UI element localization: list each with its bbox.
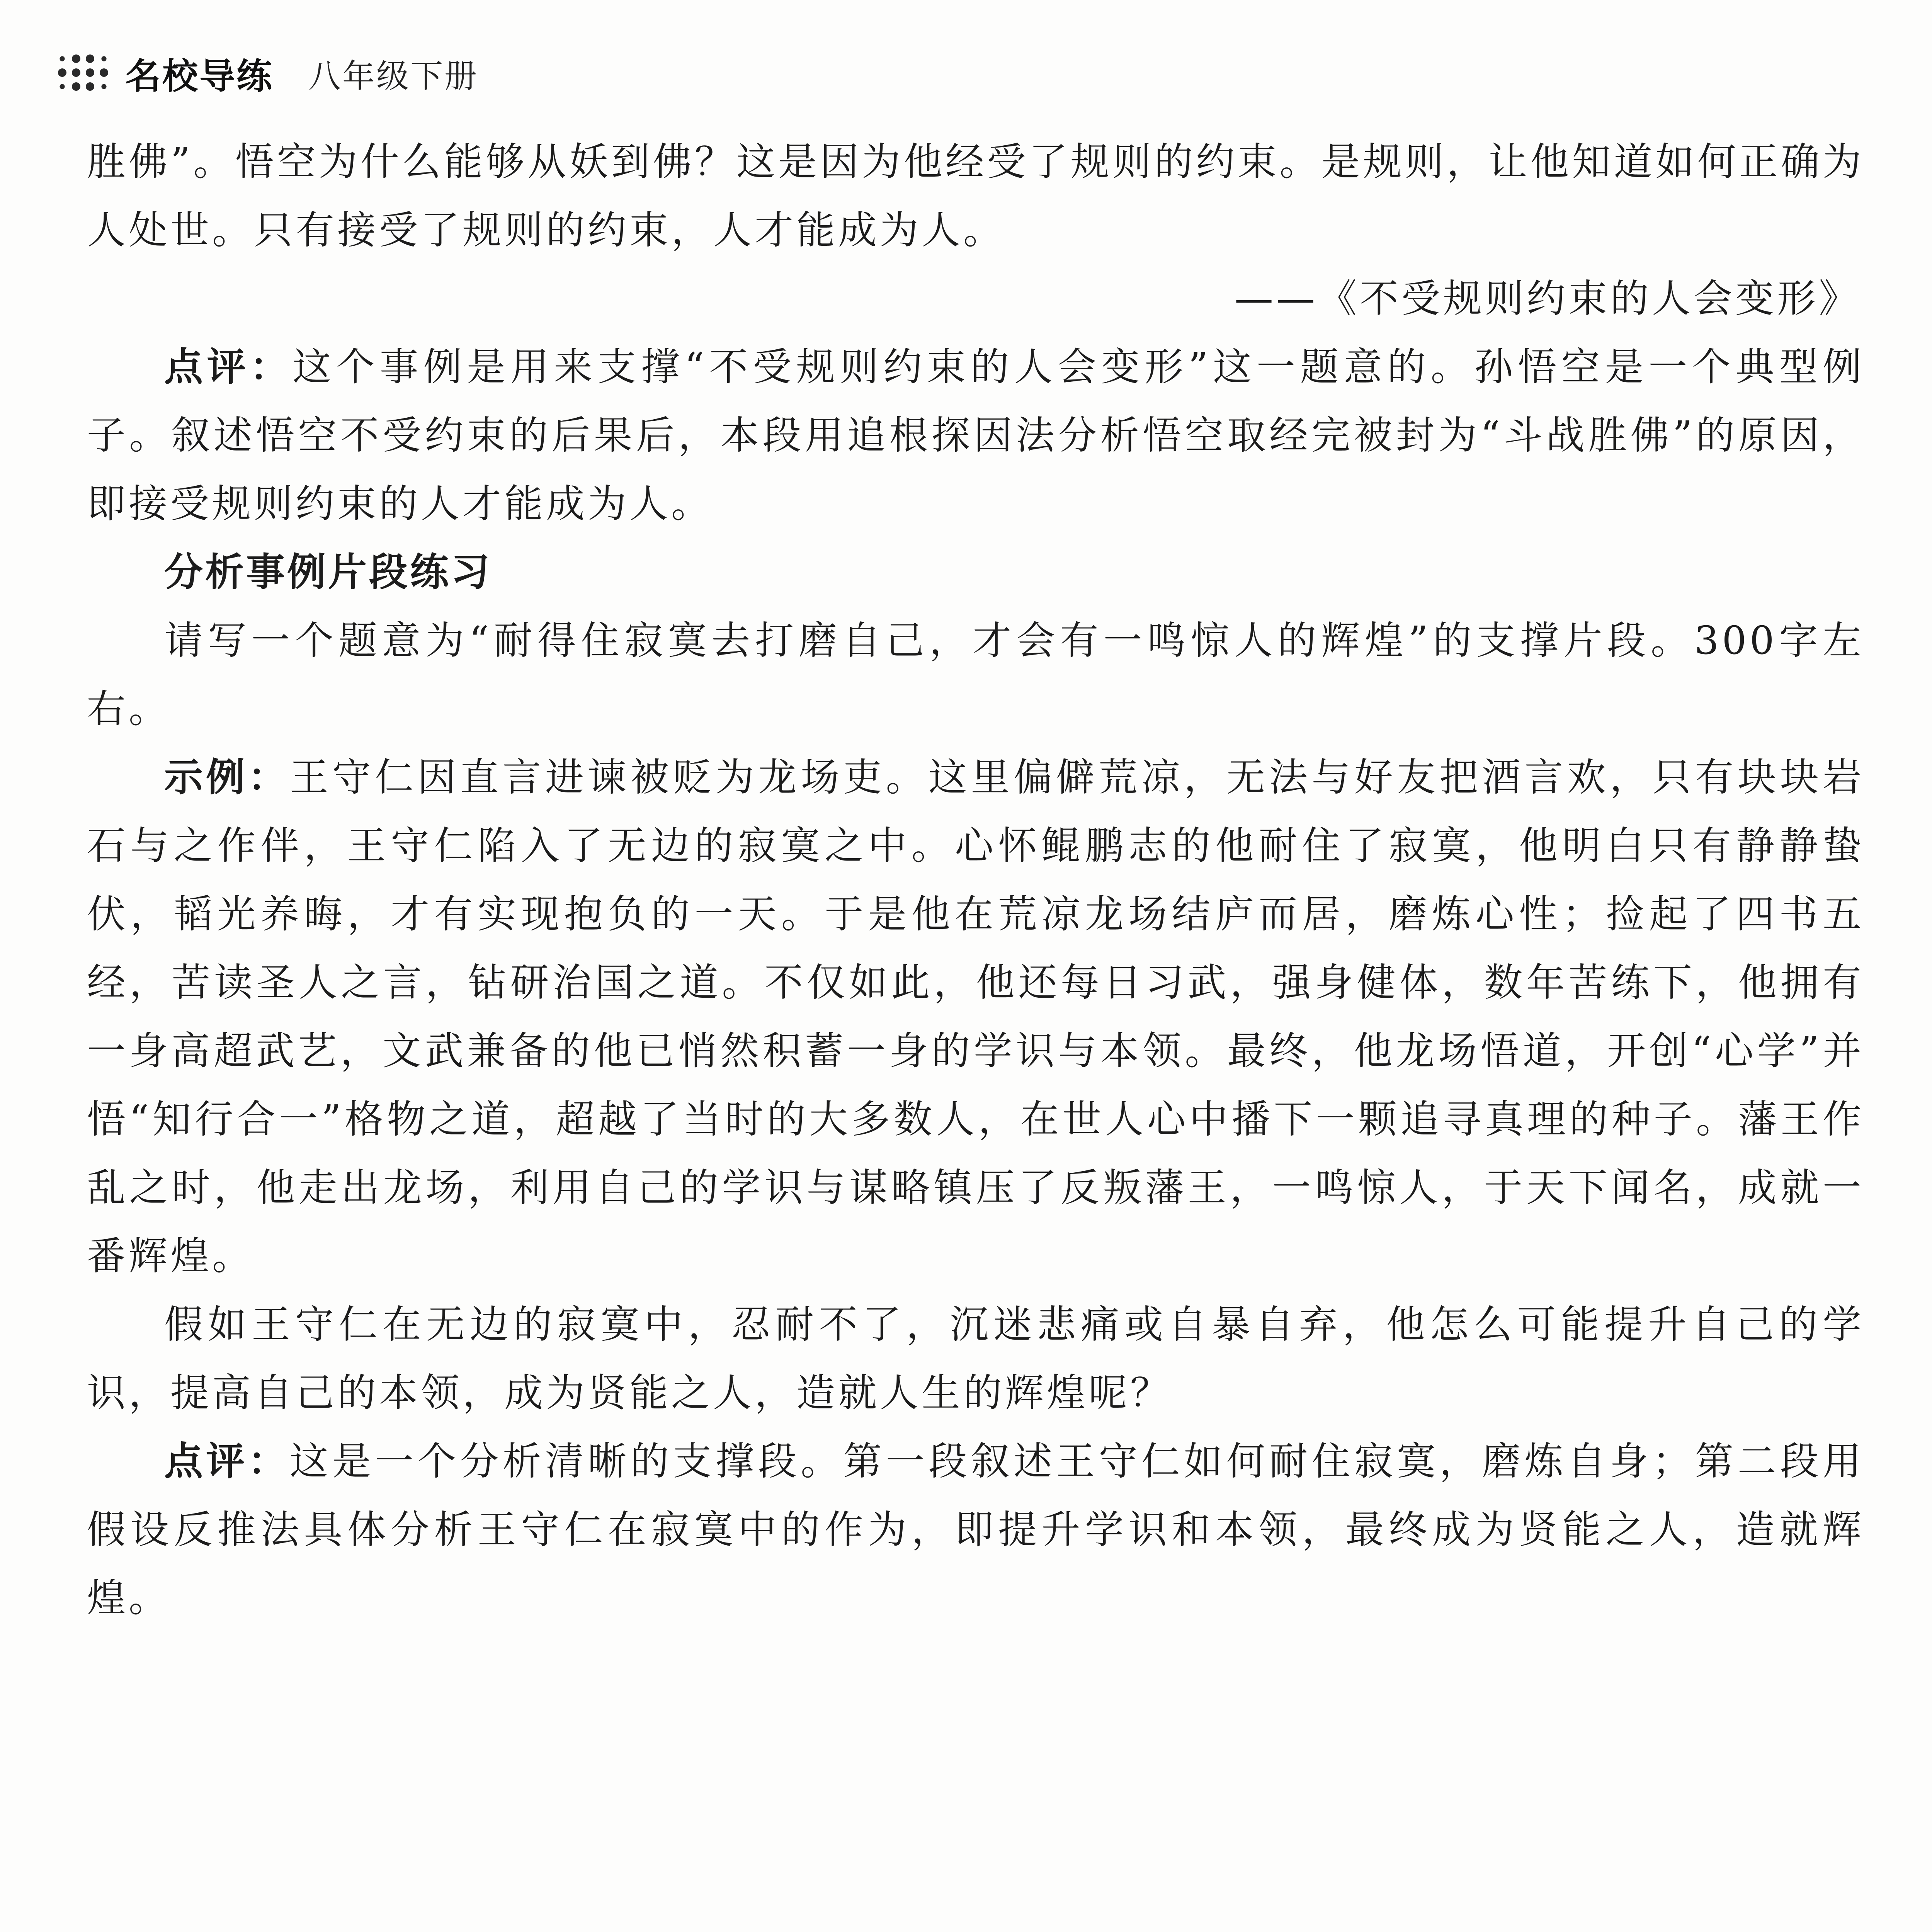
comment-paragraph-2: [87, 1427, 1864, 1632]
comment-text-2: 这是一个分析清晰的支撑段。第一段叙述王守仁如何耐住寂寞，磨炼自身；第二段用假设反推法具体分析王守仁在寂寞中的作为，即提升学识和本领，最终成为贤能之人，造就辉煌。: [87, 1439, 1865, 1621]
page-body: [87, 128, 1864, 1632]
book-grade: 八年级下册: [308, 57, 479, 95]
section-title: 分析事例片段练习: [164, 549, 492, 595]
example-paragraph: [87, 743, 1864, 1290]
page-header: [58, 48, 478, 99]
dots-logo-icon: [58, 54, 110, 92]
source-citation: ——《不受规则约束的人会变形》: [1235, 276, 1861, 321]
example-text: 王守仁因直言进谏被贬为龙场吏。这里偏僻荒凉，无法与好友把酒言欢，只有块块岩石与之作伴，王守仁陷入了无边的寂寞之中。心怀鲲鹏志的他耐住了寂寞，他明白只有静静蛰伏，韬光养晦，才有实现抱负的一天。于是他在荒凉龙场结庐而居，磨炼心性；捡起了四书五经，苦读圣人之言，钻研治国之道。不仅如此，他还每日习武，强身健体，数年苦练下，他拥有一身高超武艺，文武兼备的他已悄然积蓄一身的学识与本领。最终，他龙场悟道，开创“心学”并悟“知行合一”格物之道，超越了当时的大多数人，在世人心中播下一颗追寻真理的种子。藩王作乱之时，他走出龙场，利用自己的学识与谋略镇压了反叛藩王，一鸣惊人，于天下闻名，成就一番辉煌。: [87, 755, 1865, 1279]
comment-text: 这个事例是用来支撑“不受规则约束的人会变形”这一题意的。孙悟空是一个典型例子。叙述悟空不受约束的后果后，本段用追根探因法分析悟空取经完被封为“斗战胜佛”的原因，即接受规则约束的人才能成为人。: [87, 344, 1864, 526]
exercise-prompt: 请写一个题意为“耐得住寂寞去打磨自己，才会有一鸣惊人的辉煌”的支撑片段。300字左右。: [87, 618, 1864, 731]
example-paragraph-2: 假如王守仁在无边的寂寞中，忍耐不了，沉迷悲痛或自暴自弃，他怎么可能提升自己的学识，提高自己的本领，成为贤能之人，造就人生的辉煌呢？: [87, 1302, 1864, 1415]
book-brand: 名校导练: [125, 56, 274, 97]
comment-label-2: 点评：: [164, 1439, 290, 1484]
example-label: 示例：: [164, 755, 290, 800]
paragraph-continued: 胜佛”。悟空为什么能够从妖到佛？这是因为他经受了规则的约束。是规则，让他知道如何正确为人处世。只有接受了规则的约束，人才能成为人。: [87, 139, 1864, 253]
comment-label: 点评：: [164, 344, 293, 389]
comment-paragraph-1: [87, 333, 1864, 538]
